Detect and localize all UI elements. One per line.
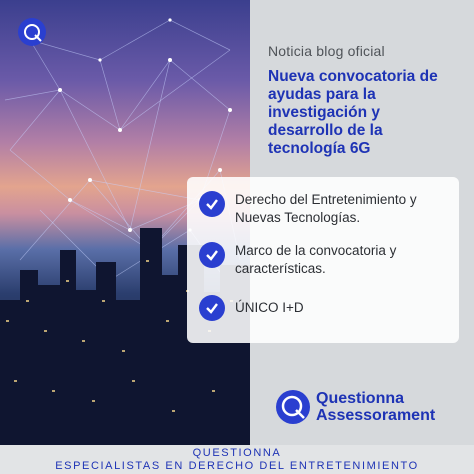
q-logo-icon [18, 18, 46, 46]
topic-item [199, 295, 453, 321]
brand-name-line2: Assessorament [316, 407, 436, 424]
footer-line1: QUESTIONNA [192, 447, 282, 459]
topic-item [199, 191, 453, 227]
topic-item [199, 242, 453, 278]
headline: Nueva convocatoria de ayudas para la investigación y desarrollo de la tecnología 6G [268, 68, 438, 157]
topic-text: Derecho del Entretenimiento y Nuevas Tecnologías. [235, 192, 417, 225]
check-circle-icon [199, 191, 225, 217]
brand-name-line1: Questionna [316, 390, 405, 407]
topic-text: Marco de la convocatoria y características. [235, 243, 397, 276]
q-logo-icon [276, 390, 310, 424]
brand [276, 390, 435, 424]
check-circle-icon [199, 295, 225, 321]
footer [0, 445, 474, 474]
topic-text: ÚNICO I+D [235, 300, 304, 315]
blog-label: Noticia blog oficial [268, 43, 385, 59]
check-circle-icon [199, 242, 225, 268]
footer-line2: ESPECIALISTAS EN DERECHO DEL ENTRETENIMIENTO [55, 460, 419, 472]
